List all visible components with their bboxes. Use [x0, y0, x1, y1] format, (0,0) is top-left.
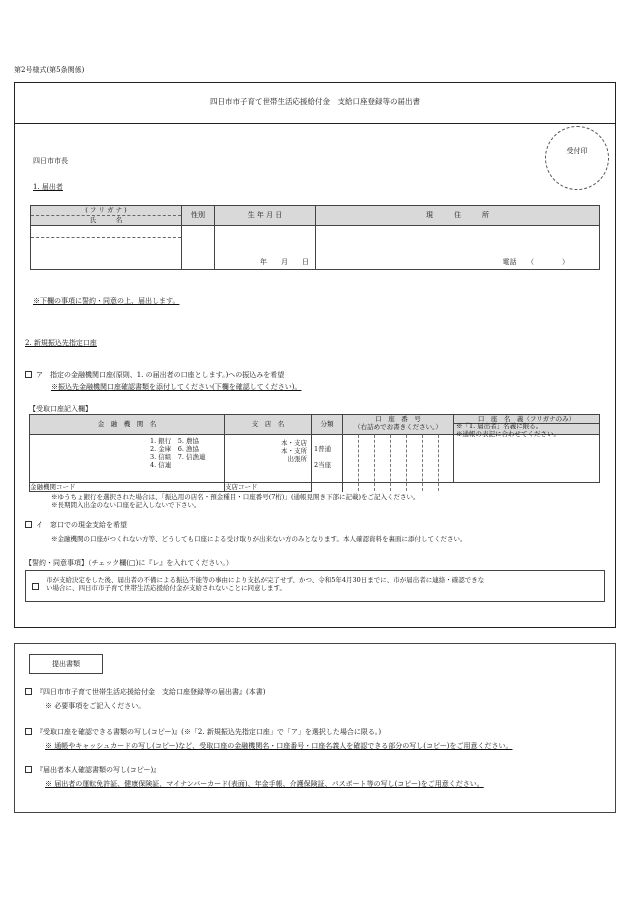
number-header-sub: （右詰めでお書きください。） — [354, 423, 442, 432]
document-1-title: 『四日市市子育て世帯生活応援給付金 支給口座登録等の届出書』(本書) — [36, 688, 266, 696]
dob-input-cell[interactable] — [215, 226, 316, 270]
application-form — [14, 82, 616, 628]
pledge-text-2: い場合に、四日市市子育て世帯生活応援給付金が支給されないことに同意します。 — [46, 584, 286, 593]
branch-code-label: 支店コード — [225, 483, 258, 491]
digit-divider — [358, 435, 360, 491]
dob-header: 生 年 月 日 — [215, 206, 316, 226]
stamp-label: 受付印 — [566, 147, 588, 155]
account-table — [29, 414, 600, 492]
option-i — [25, 521, 127, 530]
account-type-1[interactable]: 1普通 — [314, 445, 332, 453]
gender-header: 性別 — [182, 206, 215, 226]
document-2-title: 『受取口座を確認できる書類の写し(コピー)』(※「2. 新規振込先指定口座」で「ア」を選択した場合に限る。) — [36, 728, 382, 736]
holder-header-label: 口 座 名 義（フリガナのみ） — [454, 415, 599, 424]
phone-label: 電話 （ ） — [502, 258, 569, 267]
pledge-box — [25, 570, 605, 602]
digit-divider — [374, 435, 376, 491]
name-label: 氏 名 — [89, 216, 123, 224]
branch-type-1[interactable]: 本・支店 — [281, 439, 307, 447]
furigana-label: ( フ リ ガ ナ ) — [31, 206, 181, 216]
document-1-note: ※ 必要事項をご記入ください。 — [45, 702, 146, 710]
branch-input-cell[interactable] — [225, 435, 312, 483]
bank-type-3[interactable]: 3. 信組 7. 信漁連 — [150, 453, 206, 462]
bank-header: 金 融 機 関 名 — [30, 415, 225, 435]
section2-heading: 2. 新規振込先指定口座 — [25, 339, 97, 347]
title-row — [15, 83, 615, 124]
document-1-checkbox[interactable] — [25, 688, 32, 695]
bank-type-list — [150, 437, 206, 470]
furigana-input[interactable] — [31, 226, 181, 238]
form-title: 四日市市子育て世帯生活応援給付金 支給口座登録等の届出書 — [210, 97, 420, 106]
holder-notes — [456, 422, 560, 438]
branch-code-cell[interactable] — [225, 483, 312, 492]
document-2-checkbox[interactable] — [25, 728, 32, 735]
section1-heading: 1. 届出者 — [33, 183, 63, 191]
holder-note-2: ※通帳の表記に合わせてください。 — [456, 430, 560, 439]
branch-type-3[interactable]: 出張所 — [287, 455, 307, 464]
document-item-1 — [25, 688, 265, 697]
documents-panel — [14, 643, 616, 813]
holder-input-cell[interactable] — [454, 422, 600, 483]
account-note-1: ※ゆうちょ銀行を選択された場合は、「振込用の店名・預金種目・口座番号(7桁)」(通帳見開き下部に記載)をご記入ください。 — [51, 493, 420, 501]
option-i-checkbox[interactable] — [25, 521, 32, 528]
applicant-table — [30, 205, 600, 270]
option-a-checkbox[interactable] — [25, 371, 32, 378]
document-3-title: 『届出者本人確認書類の写し(コピー)』 — [36, 766, 161, 774]
bank-code-cell[interactable] — [30, 483, 225, 492]
digit-divider — [390, 435, 392, 491]
digit-divider — [438, 435, 440, 491]
document-3-note: ※ 届出者の運転免許証、健康保険証、マイナンバーカード(表面)、年金手帳、介護保険証、パスポート等の写し(コピー)をご用意ください。 — [45, 780, 484, 788]
bank-type-2[interactable]: 2. 金庫 6. 漁協 — [150, 445, 200, 454]
document-3-checkbox[interactable] — [25, 766, 32, 773]
document-item-2 — [25, 728, 381, 737]
name-input-cell[interactable] — [31, 226, 182, 270]
number-input-cell[interactable] — [343, 435, 454, 483]
addressee: 四日市市長 — [33, 157, 68, 165]
branch-type-2[interactable]: 本・支所 — [281, 447, 307, 456]
branch-header: 支 店 名 — [225, 415, 312, 435]
digit-divider — [406, 435, 408, 491]
form-number: 第2号様式(第5条関係) — [14, 66, 85, 74]
account-type-2[interactable]: 2当座 — [314, 461, 332, 470]
type-input-cell[interactable] — [312, 435, 343, 483]
pledge-text — [46, 576, 484, 592]
name-header — [31, 206, 182, 226]
bank-type-4[interactable]: 4. 信連 — [150, 461, 172, 470]
address-header: 現 住 所 — [316, 206, 600, 226]
reception-stamp-circle — [545, 126, 609, 190]
bank-input-cell[interactable] — [30, 435, 225, 483]
bank-code-label: 金融機関コード — [30, 483, 76, 491]
option-i-text: イ 窓口での現金支給を希望 — [36, 521, 127, 529]
document-2-note: ※ 通帳やキャッシュカードの写し(コピー)など、受取口座の金融機関名・口座番号・口座名義人を確認できる部分の写し(コピー)をご用意ください。 — [45, 742, 513, 750]
document-item-3 — [25, 766, 160, 775]
type-header: 分類 — [312, 415, 343, 435]
account-note-2: ※長期間入出金のない口座を記入しないで下さい。 — [51, 501, 201, 510]
option-a-note: ※振込先金融機関口座確認書類を添付してください(下欄を確認してください)。 — [51, 383, 302, 391]
number-header-label: 口 座 番 号 — [375, 415, 421, 423]
account-box-label: 【受取口座記入欄】 — [29, 405, 92, 413]
account-notes — [51, 493, 420, 509]
pledge-checkbox[interactable] — [32, 583, 39, 590]
gender-input-cell[interactable] — [182, 226, 215, 270]
consent-notice: ※下欄の事項に誓約・同意の上、届出します。 — [33, 297, 180, 305]
option-i-note: ※金融機関の口座がつくれない方等、どうしても口座による受け取りが出来ない方のみとなります。本人確認資料を裏面に添付してください。 — [51, 535, 467, 543]
pledge-heading: 【誓約・同意事項】（チェック欄(□)に『レ』を入れてください。） — [25, 559, 233, 567]
number-header — [343, 415, 454, 435]
pledge-text-1: 市が支給決定をした後、届出者の不備による振込不能等の事由により支払が完了せず、かつ、令和5年4月30日までに、市が届出者に連絡・確認できな — [46, 576, 485, 584]
holder-note-1: ※「1. 届出者」名義に限る。 — [456, 422, 543, 430]
bank-type-1[interactable]: 1. 銀行 5. 農協 — [150, 437, 200, 445]
address-input-cell[interactable] — [316, 226, 600, 270]
option-a — [25, 371, 284, 380]
documents-heading: 提出書類 — [29, 654, 103, 674]
dob-units: 年 月 日 — [260, 258, 309, 267]
option-a-text: ア 指定の金融機関口座(原則、1. の届出者の口座とします。)への振込みを希望 — [36, 371, 285, 379]
digit-divider — [422, 435, 424, 491]
